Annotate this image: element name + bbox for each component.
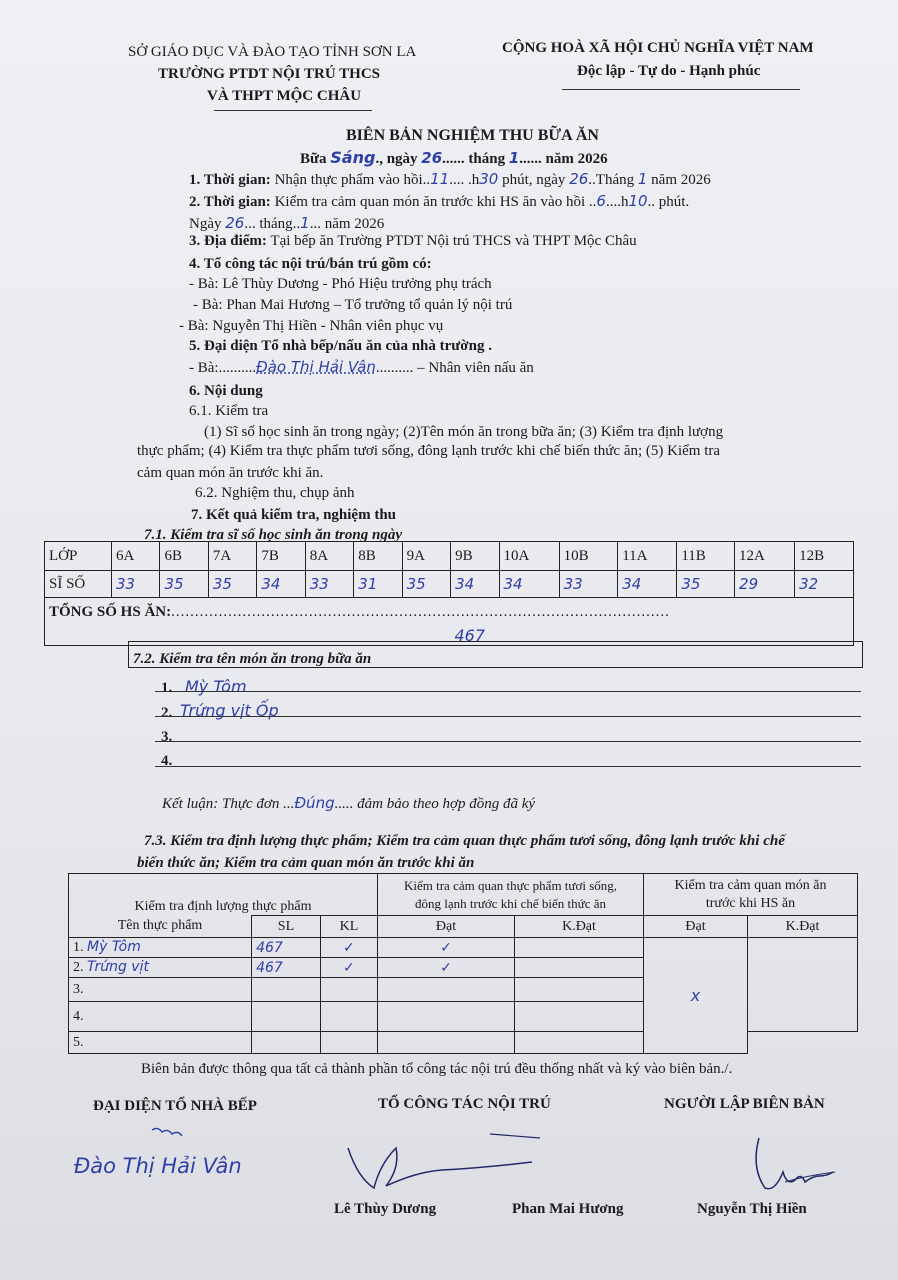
count-cell-hw: 33 bbox=[559, 571, 618, 598]
section-6-label: 6. Nội dung bbox=[189, 383, 263, 399]
total-label: TỔNG SỐ HS ĂN: bbox=[49, 604, 172, 620]
dish-4-number: 4. bbox=[161, 753, 173, 769]
count-cell-hw: 35 bbox=[677, 571, 735, 598]
group-quantity-header: Kiểm tra định lượng thực phẩm bbox=[69, 874, 378, 916]
school-name-line2: VÀ THPT MỘC CHÂU bbox=[207, 88, 362, 104]
food-check-table bbox=[68, 873, 858, 1054]
class-cell: 9A bbox=[402, 542, 450, 571]
count-cell-hw: 31 bbox=[354, 571, 402, 598]
class-cell: 12A bbox=[735, 542, 795, 571]
section-2-label: 2. Thời gian: bbox=[189, 194, 271, 210]
class-cell: 10B bbox=[559, 542, 618, 571]
section-1-text4: ..Tháng bbox=[588, 172, 635, 188]
sensory-pass-mark-hw: x bbox=[644, 938, 748, 1054]
col-sensory-fail: K.Đạt bbox=[748, 916, 858, 938]
closing-statement: Biên bản được thông qua tất cả thành phần tổ công tác nội trú đều thống nhất và ký vào biên bản./. bbox=[141, 1061, 733, 1077]
class-cell: 10A bbox=[499, 542, 559, 571]
section-7-3-label-line2: biến thức ăn; Kiểm tra cảm quan món ăn trước khi ăn bbox=[137, 855, 475, 871]
food-pass-hw: ✓ bbox=[378, 958, 515, 978]
check-day-hw: 26 bbox=[225, 214, 245, 232]
food-pass-cell bbox=[378, 1002, 515, 1032]
receive-hour-hw: 11 bbox=[430, 170, 450, 188]
kitchen-staff-prefix: - Bà:.......... bbox=[189, 360, 257, 376]
food-check-group-header bbox=[69, 874, 858, 916]
food-kl-hw: ✓ bbox=[320, 938, 377, 958]
dish-3-number: 3. bbox=[161, 729, 173, 745]
food-pass-cell bbox=[378, 978, 515, 1002]
section-6-para-1: (1) Sĩ số học sinh ăn trong ngày; (2)Tên món ăn trong bữa ăn; (3) Kiểm tra định lượng bbox=[204, 424, 724, 440]
section-5-label bbox=[189, 338, 492, 355]
dish-4-line bbox=[155, 766, 861, 767]
kitchen-staff-line bbox=[189, 358, 534, 377]
section-2-ngay: Ngày bbox=[189, 216, 222, 232]
count-cell-hw: 33 bbox=[112, 571, 160, 598]
section-3 bbox=[189, 233, 637, 250]
col-fresh-pass: Đạt bbox=[378, 916, 515, 938]
section-7-1-label: 7.1. Kiểm tra sĩ số học sinh ăn trong ngày bbox=[144, 527, 402, 543]
meal-line bbox=[300, 148, 608, 168]
section-3-label: 3. Địa điểm: bbox=[189, 233, 267, 249]
receive-month-hw: 1 bbox=[637, 170, 648, 188]
kitchen-rep-title: ĐẠI DIỆN TỔ NHÀ BẾP bbox=[93, 1098, 257, 1114]
team-member-name-1: Lê Thùy Dương bbox=[334, 1201, 437, 1217]
document-title: BIÊN BẢN NGHIỆM THU BỮA ĂN bbox=[346, 127, 599, 144]
group-fresh-header bbox=[378, 874, 644, 916]
count-cell-hw: 32 bbox=[795, 571, 854, 598]
month-handwritten: 1 bbox=[508, 149, 520, 167]
team-member-3: - Bà: Nguyễn Thị Hiền - Nhân viên phục vụ bbox=[179, 318, 444, 334]
class-cell: 11B bbox=[677, 542, 735, 571]
food-kl-cell bbox=[320, 1032, 377, 1054]
total-students-hw: 467 bbox=[454, 625, 486, 645]
department-name: SỞ GIÁO DỤC VÀ ĐÀO TẠO TỈNH SƠN LA bbox=[128, 44, 417, 60]
section-2-h: ....h bbox=[605, 194, 629, 210]
group-sensory-header-l2: trước khi HS ăn bbox=[705, 895, 796, 911]
attendance-table bbox=[44, 541, 854, 646]
section-2-date bbox=[189, 214, 384, 233]
sensory-fail-cell bbox=[748, 938, 858, 1032]
dish-1-hw: Mỳ Tôm bbox=[185, 677, 247, 696]
total-cell: TỔNG SỐ HS ĂN:......................................................................................................... 467 bbox=[45, 598, 854, 646]
dish-2-number: 2. bbox=[161, 705, 173, 721]
author-title: NGƯỜI LẬP BIÊN BẢN bbox=[664, 1096, 825, 1112]
class-cell: 6A bbox=[112, 542, 160, 571]
kitchen-staff-role: .......... – Nhân viên nấu ăn bbox=[375, 360, 534, 376]
class-cell: 12B bbox=[795, 542, 854, 571]
check-hour-hw: 6 bbox=[596, 192, 606, 210]
class-cell: 7B bbox=[257, 542, 305, 571]
count-cell-hw: 34 bbox=[618, 571, 677, 598]
section-2-phut: .. phút. bbox=[647, 194, 690, 210]
food-pass-cell bbox=[378, 1032, 515, 1054]
conclusion-suffix: ..... đảm bảo theo hợp đồng đã ký bbox=[334, 796, 536, 812]
conclusion-prefix: Kết luận: Thực đơn ... bbox=[162, 796, 295, 812]
conclusion-line bbox=[162, 794, 535, 813]
team-signature bbox=[340, 1128, 550, 1198]
col-food-name: Tên thực phẩm bbox=[69, 916, 252, 938]
dish-2-line bbox=[155, 716, 861, 717]
section-2-thang: ... tháng.. bbox=[244, 216, 301, 232]
author-name: Nguyễn Thị Hiền bbox=[697, 1201, 807, 1217]
col-fresh-fail: K.Đạt bbox=[515, 916, 644, 938]
kitchen-staff-name-hw: Đào Thị Hải Vân bbox=[256, 358, 376, 376]
class-cell: 6B bbox=[160, 542, 208, 571]
section-1-year: năm 2026 bbox=[651, 172, 711, 188]
school-name-line1: TRƯỜNG PTDT NỘI TRÚ THCS bbox=[158, 66, 380, 82]
count-cell-hw: 33 bbox=[305, 571, 353, 598]
meal-handwritten: Sáng bbox=[330, 148, 376, 167]
receive-day-hw: 26 bbox=[569, 170, 589, 188]
section-5-label-text: 5. Đại diện Tổ nhà bếp/nấu ăn của nhà trường bbox=[189, 338, 485, 354]
group-fresh-header-l2: đông lạnh trước khi chế biến thức ăn bbox=[415, 895, 606, 911]
dish-2-hw: Trứng vịt Ốp bbox=[180, 701, 279, 720]
section-6-para-3: cảm quan món ăn trước khi ăn. bbox=[137, 465, 324, 481]
food-name-cell: 3. bbox=[69, 978, 252, 1002]
food-sl-cell bbox=[252, 1002, 321, 1032]
class-row-label: LỚP bbox=[45, 542, 112, 571]
food-sl-hw: 467 bbox=[252, 938, 321, 958]
count-cell-hw: 35 bbox=[402, 571, 450, 598]
count-cell-hw: 35 bbox=[160, 571, 208, 598]
section-1-label: 1. Thời gian: bbox=[189, 172, 271, 188]
food-row-number: 1. bbox=[73, 940, 84, 955]
group-fresh-header-l1: Kiểm tra cảm quan thực phẩm tươi sống, bbox=[403, 877, 618, 893]
group-sensory-header-l1: Kiểm tra cảm quan món ăn bbox=[674, 877, 827, 893]
section-2 bbox=[189, 192, 689, 211]
section-2-text: Kiểm tra cảm quan món ăn trước khi HS ăn vào hồi .. bbox=[274, 194, 597, 210]
food-name-hw: Trứng vịt bbox=[87, 959, 149, 975]
class-cell: 8A bbox=[305, 542, 353, 571]
food-fail-cell bbox=[515, 978, 644, 1002]
dish-1-line bbox=[155, 691, 861, 692]
class-cell: 9B bbox=[451, 542, 499, 571]
count-cell-hw: 35 bbox=[208, 571, 256, 598]
receive-minute-hw: 30 bbox=[479, 170, 499, 188]
food-kl-cell bbox=[320, 1002, 377, 1032]
dish-1-number: 1. bbox=[161, 680, 173, 696]
food-name-cell bbox=[69, 958, 252, 978]
section-6-2: 6.2. Nghiệm thu, chụp ảnh bbox=[195, 485, 355, 501]
section-6-1: 6.1. Kiểm tra bbox=[189, 403, 269, 419]
team-title: TỔ CÔNG TÁC NỘI TRÚ bbox=[378, 1096, 551, 1112]
col-kl: KL bbox=[320, 916, 377, 938]
food-kl-hw: ✓ bbox=[320, 958, 377, 978]
check-month-hw: 1 bbox=[300, 214, 310, 232]
food-sl-cell bbox=[252, 1032, 321, 1054]
section-1-text: Nhận thực phẩm vào hồi.. bbox=[274, 172, 431, 188]
header-left-underline bbox=[214, 110, 372, 111]
author-signature bbox=[745, 1132, 845, 1197]
food-name-cell: 4. bbox=[69, 1002, 252, 1032]
count-row-label: SĨ SỐ bbox=[45, 571, 112, 598]
food-name-hw: Mỳ Tôm bbox=[87, 939, 141, 955]
team-member-1: - Bà: Lê Thùy Dương - Phó Hiệu trưởng phụ trách bbox=[189, 276, 492, 292]
section-1 bbox=[189, 170, 711, 189]
check-minute-hw: 10 bbox=[628, 192, 648, 210]
header-right-underline bbox=[562, 89, 800, 90]
team-member-2: - Bà: Phan Mai Hương – Tổ trưởng tổ quản lý nội trú bbox=[193, 297, 513, 313]
food-sl-cell bbox=[252, 978, 321, 1002]
section-4-label: 4. Tổ công tác nội trú/bán trú gồm có: bbox=[189, 256, 432, 272]
section-1-text3: phút, ngày bbox=[502, 172, 566, 188]
food-pass-hw: ✓ bbox=[378, 938, 515, 958]
conclusion-hw: Đúng bbox=[294, 794, 335, 812]
food-kl-cell bbox=[320, 978, 377, 1002]
food-sl-hw: 467 bbox=[252, 958, 321, 978]
food-fail-cell bbox=[515, 1032, 644, 1054]
section-6-para-2: thực phẩm; (4) Kiểm tra thực phẩm tươi sống, đông lạnh trước khi chế biến thức ăn; (5) Kiểm tra bbox=[137, 443, 721, 459]
food-name-cell: 5. bbox=[69, 1032, 252, 1054]
year-label: ...... năm 2026 bbox=[519, 151, 608, 167]
total-row bbox=[45, 598, 854, 646]
group-sensory-header bbox=[644, 874, 858, 916]
food-name-cell bbox=[69, 938, 252, 958]
count-cell-hw: 34 bbox=[451, 571, 499, 598]
count-cell-hw: 34 bbox=[499, 571, 559, 598]
section-7-label: 7. Kết quả kiểm tra, nghiệm thu bbox=[191, 507, 397, 523]
col-sl: SL bbox=[252, 916, 321, 938]
food-row bbox=[69, 938, 858, 958]
section-1-h: .... .h bbox=[449, 172, 480, 188]
country-name: CỘNG HOÀ XÃ HỘI CHỦ NGHĨA VIỆT NAM bbox=[502, 40, 814, 56]
food-fail-cell bbox=[515, 938, 644, 958]
day-handwritten: 26 bbox=[421, 149, 443, 167]
class-cell: 7A bbox=[208, 542, 256, 571]
class-row bbox=[45, 542, 854, 571]
kitchen-name-hw: Đào Thị Hải Vân bbox=[74, 1154, 242, 1178]
section-7-2-label: 7.2. Kiểm tra tên món ăn trong bữa ăn bbox=[133, 651, 372, 667]
dish-3-line bbox=[155, 741, 861, 742]
day-label: ., ngày bbox=[375, 151, 418, 167]
section-5-dot: . bbox=[488, 338, 492, 354]
class-cell: 8B bbox=[354, 542, 402, 571]
meal-label: Bữa bbox=[300, 151, 327, 167]
location-text: Tại bếp ăn Trường PTDT Nội trú THCS và THPT Mộc Châu bbox=[270, 233, 637, 249]
food-fail-cell bbox=[515, 958, 644, 978]
motto: Độc lập - Tự do - Hạnh phúc bbox=[577, 63, 761, 79]
food-fail-cell bbox=[515, 1002, 644, 1032]
month-label: ...... tháng bbox=[442, 151, 506, 167]
food-check-column-header bbox=[69, 916, 858, 938]
count-cell-hw: 34 bbox=[257, 571, 305, 598]
count-cell-hw: 29 bbox=[735, 571, 795, 598]
empty-cell bbox=[748, 1032, 858, 1054]
section-2-nam: ... năm 2026 bbox=[309, 216, 385, 232]
food-row-number: 2. bbox=[73, 960, 84, 975]
team-member-name-2: Phan Mai Hương bbox=[512, 1201, 624, 1217]
col-sensory-pass: Đạt bbox=[644, 916, 748, 938]
class-cell: 11A bbox=[618, 542, 677, 571]
section-7-3-label-line1: 7.3. Kiểm tra định lượng thực phẩm; Kiểm tra cảm quan thực phẩm tươi sống, đông lạnh trước khi chế bbox=[144, 833, 785, 849]
count-row bbox=[45, 571, 854, 598]
